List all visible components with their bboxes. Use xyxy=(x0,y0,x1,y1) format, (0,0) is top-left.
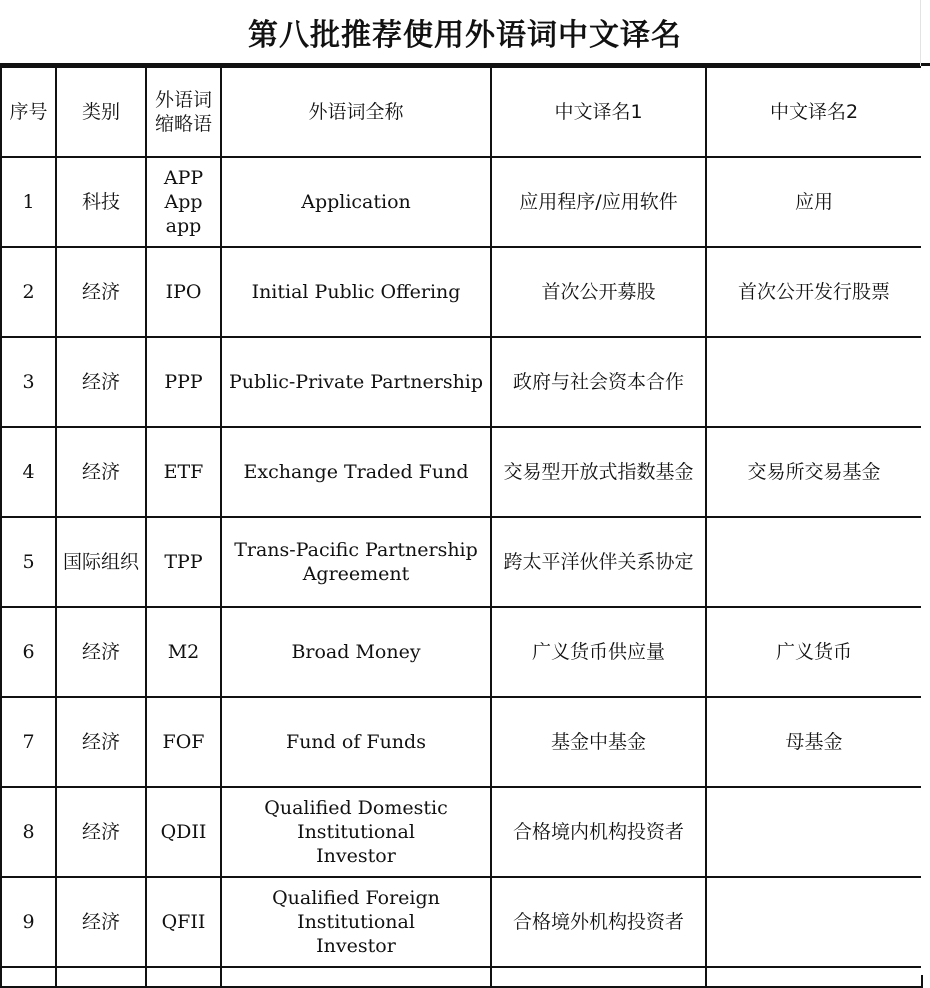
full-name-line: Qualified Domestic Institutional xyxy=(264,797,448,843)
cell-category[interactable]: 经济 xyxy=(56,607,146,697)
cell-zh1[interactable]: 首次公开募股 xyxy=(491,247,706,337)
header-zh2[interactable]: 中文译名2 xyxy=(706,67,922,157)
cell-abbr[interactable] xyxy=(146,157,221,247)
sheet-gridline xyxy=(920,0,921,66)
title-bar xyxy=(0,0,930,66)
cell-zh2[interactable]: 交易所交易基金 xyxy=(706,427,922,517)
cell-zh1[interactable]: 广义货币供应量 xyxy=(491,607,706,697)
cell-zh1[interactable]: 应用程序/应用软件 xyxy=(491,157,706,247)
abbr-line: M2 xyxy=(167,641,200,663)
cell-category[interactable]: 经济 xyxy=(56,337,146,427)
full-name-line: Fund of Funds xyxy=(286,731,426,753)
table-row xyxy=(1,157,922,247)
cell-zh2[interactable] xyxy=(706,337,922,427)
abbr-line: QFII xyxy=(161,911,206,933)
cell-zh2[interactable]: 母基金 xyxy=(706,697,922,787)
table-row-partial xyxy=(1,967,922,987)
full-name-line: Public-Private Partnership xyxy=(228,371,484,393)
cell-zh2[interactable]: 应用 xyxy=(706,157,922,247)
header-zh1[interactable]: 中文译名1 xyxy=(491,67,706,157)
header-abbr[interactable] xyxy=(146,67,221,157)
sheet-edge xyxy=(921,66,930,975)
cell-category[interactable]: 经济 xyxy=(56,427,146,517)
cell-seq[interactable]: 7 xyxy=(1,697,56,787)
abbr-line: FOF xyxy=(162,731,205,753)
cell-category[interactable]: 国际组织 xyxy=(56,517,146,607)
full-name-line: Qualified Foreign Institutional xyxy=(272,887,440,933)
header-abbr-line2: 缩略语 xyxy=(154,113,212,135)
full-name-line: Agreement xyxy=(302,563,410,585)
cell-seq[interactable]: 9 xyxy=(1,877,56,967)
abbr-line: TPP xyxy=(164,551,203,573)
cell-empty[interactable] xyxy=(491,967,706,987)
cell-empty[interactable] xyxy=(221,967,491,987)
full-name-line: Investor xyxy=(316,935,396,957)
cell-category[interactable]: 科技 xyxy=(56,157,146,247)
table-row xyxy=(1,427,922,517)
cell-abbr[interactable] xyxy=(146,517,221,607)
header-category[interactable]: 类别 xyxy=(56,67,146,157)
cell-zh2[interactable] xyxy=(706,517,922,607)
table-row xyxy=(1,607,922,697)
cell-zh2[interactable] xyxy=(706,877,922,967)
cell-full-name[interactable] xyxy=(221,427,491,517)
cell-zh1[interactable]: 政府与社会资本合作 xyxy=(491,337,706,427)
cell-seq[interactable]: 4 xyxy=(1,427,56,517)
cell-zh2[interactable]: 首次公开发行股票 xyxy=(706,247,922,337)
header-full-name[interactable]: 外语词全称 xyxy=(221,67,491,157)
cell-zh1[interactable]: 基金中基金 xyxy=(491,697,706,787)
cell-abbr[interactable] xyxy=(146,427,221,517)
full-name-line: Investor xyxy=(316,845,396,867)
abbr-line: PPP xyxy=(164,371,203,393)
cell-abbr[interactable] xyxy=(146,247,221,337)
cell-zh1[interactable]: 合格境外机构投资者 xyxy=(491,877,706,967)
full-name-line: Exchange Traded Fund xyxy=(243,461,469,483)
cell-zh1[interactable]: 合格境内机构投资者 xyxy=(491,787,706,877)
full-name-line: Trans-Pacific Partnership xyxy=(234,539,478,561)
table-row xyxy=(1,337,922,427)
table-row xyxy=(1,877,922,967)
cell-empty[interactable] xyxy=(146,967,221,987)
table-row xyxy=(1,697,922,787)
abbr-line: app xyxy=(165,215,202,237)
cell-abbr[interactable] xyxy=(146,607,221,697)
full-name-line: Broad Money xyxy=(291,641,421,663)
abbr-line: APP xyxy=(163,167,204,189)
cell-full-name[interactable] xyxy=(221,877,491,967)
cell-category[interactable]: 经济 xyxy=(56,697,146,787)
header-row xyxy=(1,67,922,157)
cell-seq[interactable]: 5 xyxy=(1,517,56,607)
cell-empty[interactable] xyxy=(706,967,922,987)
cell-seq[interactable]: 1 xyxy=(1,157,56,247)
header-abbr-line1: 外语词 xyxy=(154,89,212,111)
cell-abbr[interactable] xyxy=(146,877,221,967)
cell-empty[interactable] xyxy=(1,967,56,987)
cell-full-name[interactable] xyxy=(221,607,491,697)
header-seq[interactable]: 序号 xyxy=(1,67,56,157)
abbr-line: QDII xyxy=(160,821,207,843)
cell-category[interactable]: 经济 xyxy=(56,247,146,337)
full-name-line: Initial Public Offering xyxy=(251,281,461,303)
table-row xyxy=(1,787,922,877)
cell-seq[interactable]: 6 xyxy=(1,607,56,697)
cell-zh1[interactable]: 交易型开放式指数基金 xyxy=(491,427,706,517)
abbr-line: ETF xyxy=(163,461,204,483)
page-title: 第八批推荐使用外语词中文译名 xyxy=(248,17,682,53)
cell-full-name[interactable] xyxy=(221,337,491,427)
cell-abbr[interactable] xyxy=(146,787,221,877)
term-table xyxy=(0,66,923,988)
table-row xyxy=(1,247,922,337)
cell-seq[interactable]: 2 xyxy=(1,247,56,337)
cell-category[interactable]: 经济 xyxy=(56,787,146,877)
abbr-line: App xyxy=(164,191,203,213)
cell-full-name[interactable] xyxy=(221,247,491,337)
cell-full-name[interactable] xyxy=(221,697,491,787)
cell-seq[interactable]: 8 xyxy=(1,787,56,877)
cell-zh2[interactable] xyxy=(706,787,922,877)
abbr-line: IPO xyxy=(165,281,202,303)
cell-abbr[interactable] xyxy=(146,697,221,787)
cell-full-name[interactable] xyxy=(221,787,491,877)
cell-seq[interactable]: 3 xyxy=(1,337,56,427)
cell-category[interactable]: 经济 xyxy=(56,877,146,967)
cell-abbr[interactable] xyxy=(146,337,221,427)
cell-full-name[interactable] xyxy=(221,517,491,607)
full-name-line: Application xyxy=(301,191,411,213)
table-row xyxy=(1,517,922,607)
cell-zh1[interactable]: 跨太平洋伙伴关系协定 xyxy=(491,517,706,607)
cell-full-name[interactable] xyxy=(221,157,491,247)
cell-empty[interactable] xyxy=(56,967,146,987)
cell-zh2[interactable]: 广义货币 xyxy=(706,607,922,697)
